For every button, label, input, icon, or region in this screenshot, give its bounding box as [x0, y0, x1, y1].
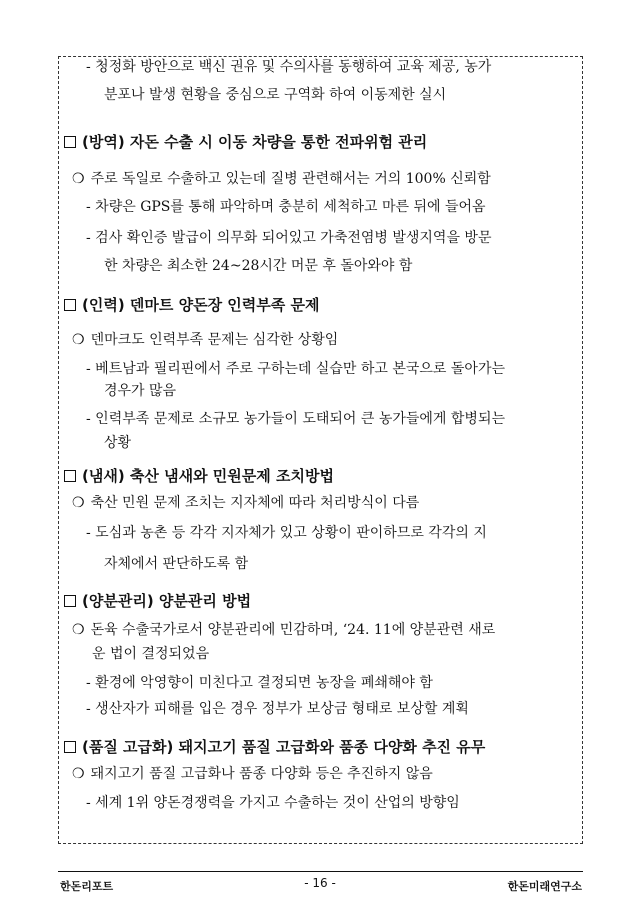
checkbox-square-icon — [64, 741, 76, 753]
dash-item: - 환경에 악영향이 미친다고 결정되면 농장을 폐쇄해야 함 — [86, 675, 433, 691]
dash-item: - 차량은 GPS를 통해 파악하며 충분히 세척하고 마른 뒤에 들어옴 — [86, 199, 486, 215]
dash-item: - 도심과 농촌 등 각각 지자체가 있고 상황이 판이하므로 각각의 지 — [86, 525, 487, 541]
section-heading — [64, 296, 319, 314]
checkbox-square-icon — [64, 136, 76, 148]
section-heading-text: (냄새) 축산 냄새와 민원문제 조치방법 — [82, 467, 334, 485]
circle-item: ❍ 축산 민원 문제 조치는 지자체에 따라 처리방식이 다름 — [72, 495, 420, 511]
hollow-circle-icon: ❍ — [72, 171, 85, 187]
circle-item: ❍ 덴마크도 인력부족 문제는 심각한 상황임 — [72, 332, 339, 348]
checkbox-square-icon — [64, 470, 76, 482]
footer-left-label: 한돈리포트 — [60, 880, 114, 893]
section-heading-text: (품질 고급화) 돼지고기 품질 고급화와 품종 다양화 추진 유무 — [82, 738, 486, 756]
dash-item: - 생산자가 피해를 입은 경우 정부가 보상금 형태로 보상할 계획 — [86, 701, 469, 717]
hollow-circle-icon: ❍ — [72, 622, 85, 638]
dash-item-cont: 경우가 많음 — [104, 383, 177, 399]
section-heading — [64, 133, 427, 151]
checkbox-square-icon — [64, 595, 76, 607]
checkbox-square-icon — [64, 299, 76, 311]
circle-item: ❍ 돈육 수출국가로서 양분관리에 민감하며, ‘24. 11에 양분관련 새로 — [72, 622, 496, 638]
section-heading — [64, 592, 251, 610]
footer-right-label: 한돈미래연구소 — [507, 880, 582, 893]
page-number: - 16 - — [304, 876, 336, 890]
dash-item-cont: 자체에서 판단하도록 함 — [104, 556, 249, 572]
hollow-circle-icon: ❍ — [72, 332, 85, 348]
hollow-circle-icon: ❍ — [72, 766, 85, 782]
dash-item: - 청정화 방안으로 백신 권유 및 수의사를 동행하여 교육 제공, 농가 — [86, 59, 492, 75]
dash-item: - 검사 확인증 발급이 의무화 되어있고 가축전염병 발생지역을 방문 — [86, 230, 492, 246]
dash-item: - 인력부족 문제로 소규모 농가들이 도태되어 큰 농가들에게 합병되는 — [86, 411, 506, 427]
dash-item: - 베트남과 필리핀에서 주로 구하는데 실습만 하고 본국으로 돌아가는 — [86, 361, 506, 377]
dash-item-cont: 한 차량은 최소한 24~28시간 머문 후 돌아와야 함 — [104, 258, 413, 274]
dash-item: - 세계 1위 양돈경쟁력을 가지고 수출하는 것이 산업의 방향임 — [86, 795, 460, 811]
dash-item-cont: 상황 — [104, 435, 132, 451]
section-heading — [64, 467, 334, 485]
circle-item: ❍ 돼지고기 품질 고급화나 품종 다양화 등은 추진하지 않음 — [72, 766, 433, 782]
section-heading-text: (양분관리) 양분관리 방법 — [82, 592, 252, 610]
section-heading — [64, 738, 485, 756]
footer-divider — [58, 871, 583, 872]
section-heading-text: (인력) 덴마트 양돈장 인력부족 문제 — [82, 296, 320, 314]
circle-item: ❍ 주로 독일로 수출하고 있는데 질병 관련해서는 거의 100% 신뢰함 — [72, 171, 491, 187]
hollow-circle-icon: ❍ — [72, 495, 85, 511]
circle-item-cont: 운 법이 결정되었음 — [92, 646, 210, 662]
section-heading-text: (방역) 자돈 수출 시 이동 차량을 통한 전파위험 관리 — [82, 133, 428, 151]
dash-item-cont: 분포나 발생 현황을 중심으로 구역화 하여 이동제한 실시 — [104, 87, 447, 103]
